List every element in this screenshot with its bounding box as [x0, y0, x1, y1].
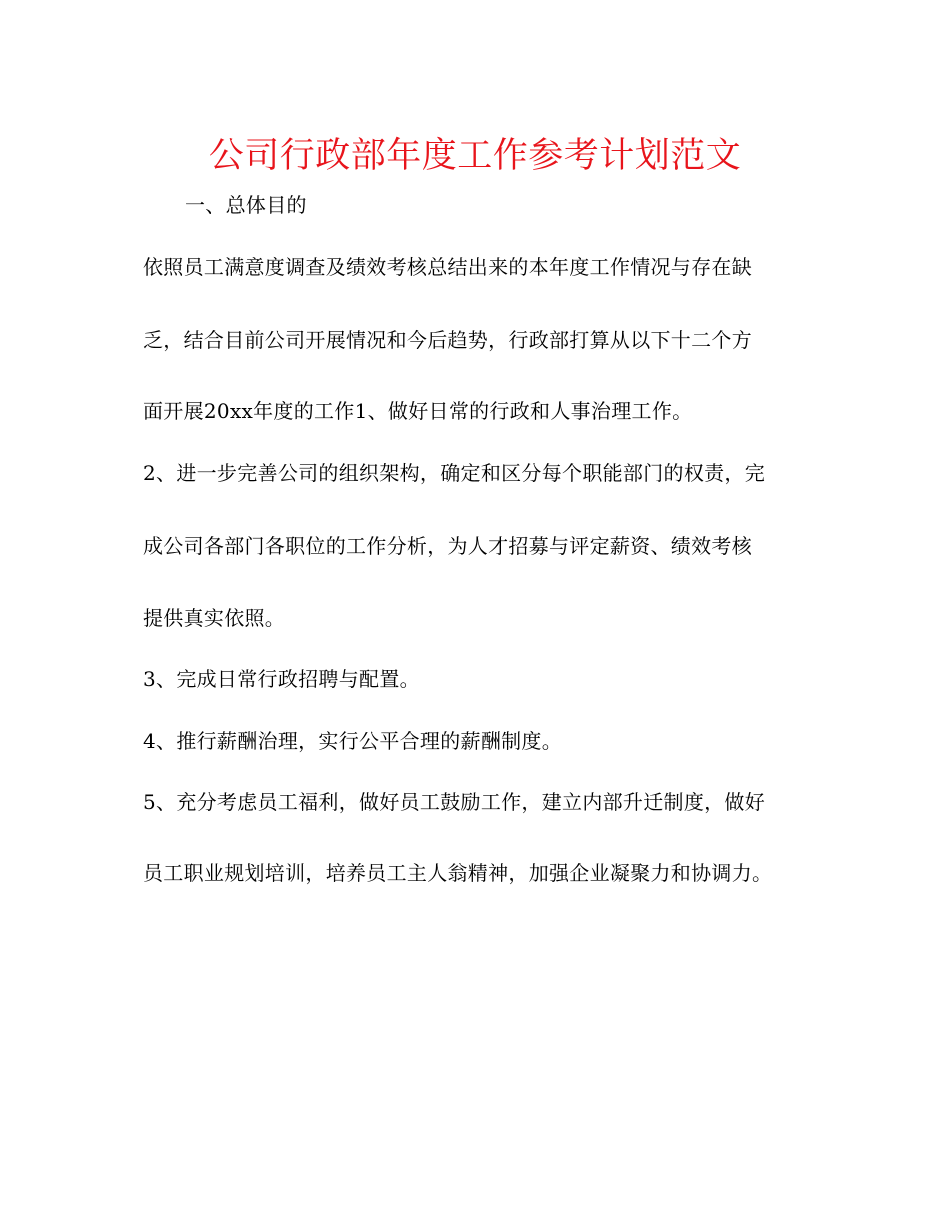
body-line: 2、进一步完善公司的组织架构，确定和区分每个职能部门的权责，完: [143, 461, 766, 485]
body-line: 4、推行薪酬治理，实行公平合理的薪酬制度。: [143, 729, 563, 753]
body-line: 依照员工满意度调查及绩效考核总结出来的本年度工作情况与存在缺: [143, 255, 752, 279]
body-line: 面开展20xx年度的工作1、做好日常的行政和人事治理工作。: [143, 399, 693, 423]
body-line: 5、充分考虑员工福利，做好员工鼓励工作，建立内部升迁制度，做好: [143, 790, 766, 814]
section-heading: 一、总体目的: [185, 193, 307, 217]
body-line: 乏，结合目前公司开展情况和今后趋势，行政部打算从以下十二个方: [143, 328, 752, 352]
body-line: 提供真实依照。: [143, 606, 286, 630]
body-line: 3、完成日常行政招聘与配置。: [143, 667, 420, 691]
body-line: 员工职业规划培训，培养员工主人翁精神，加强企业凝聚力和协调力。: [143, 861, 773, 885]
document-title: 公司行政部年度工作参考计划范文: [208, 136, 742, 176]
body-line: 成公司各部门各职位的工作分析，为人才招募与评定薪资、绩效考核: [143, 534, 752, 558]
